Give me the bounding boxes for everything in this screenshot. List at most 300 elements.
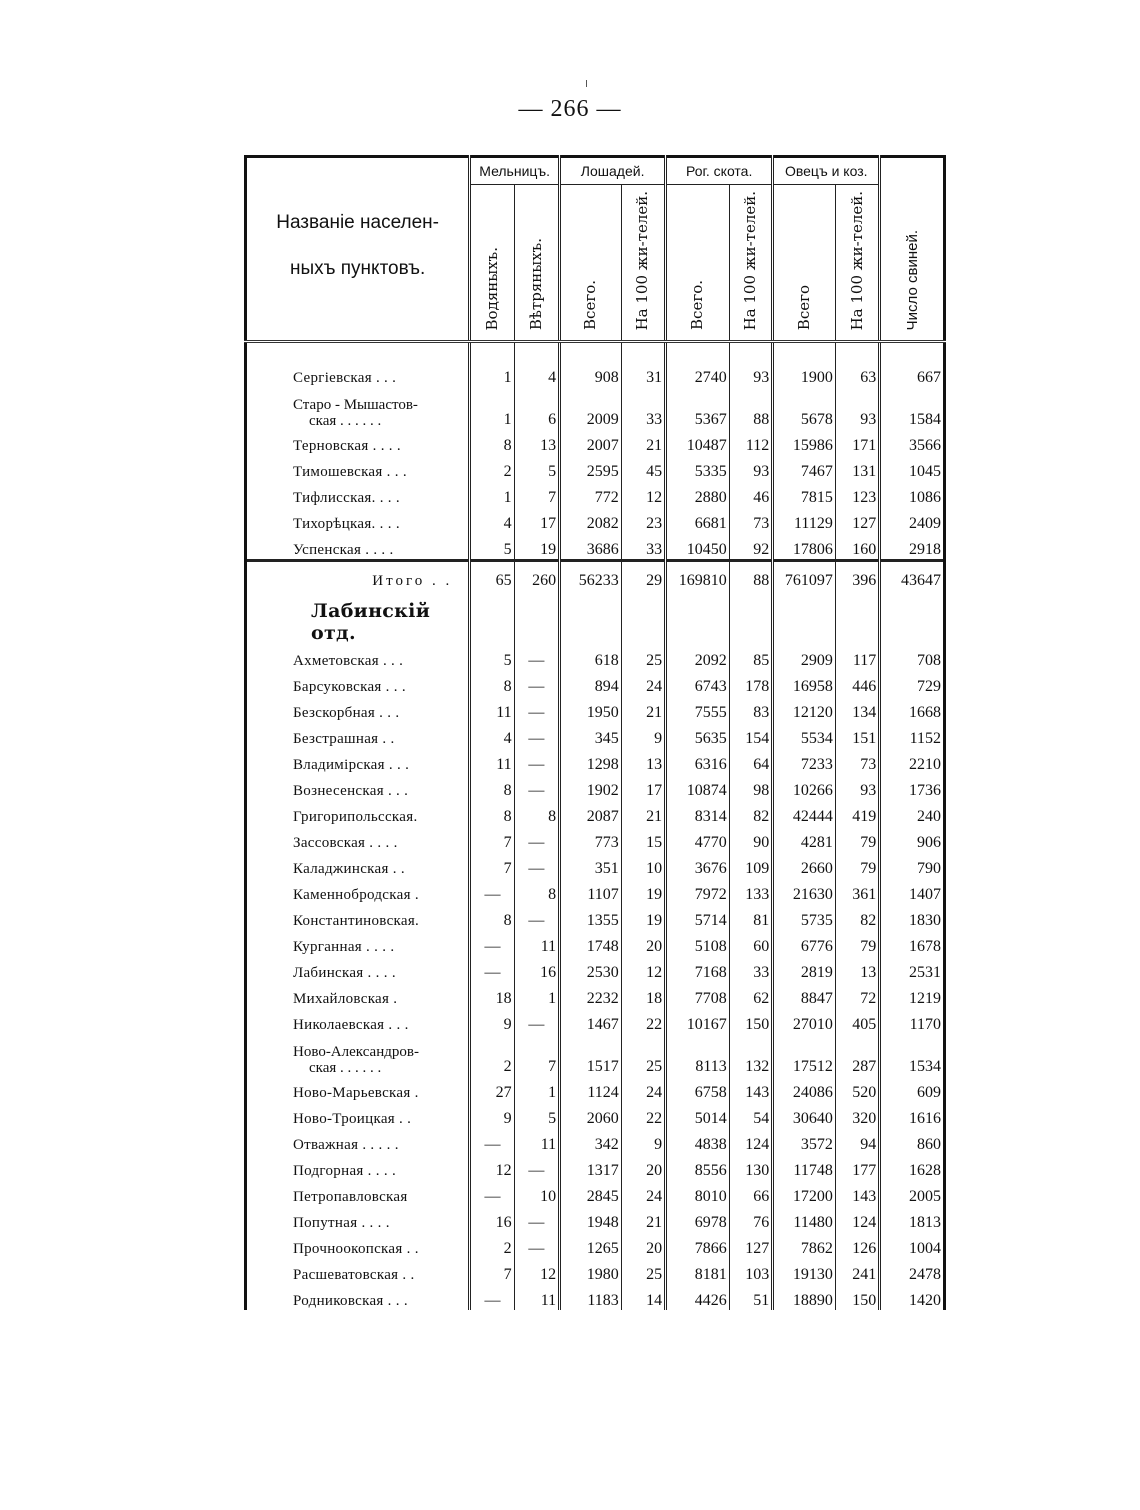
cell-value: 260	[514, 561, 559, 601]
cell-value: 11	[514, 1284, 559, 1310]
cell-value: 11748	[773, 1154, 836, 1180]
cell-value: —	[470, 1284, 514, 1310]
cell-value: 8	[470, 670, 514, 696]
cell-value: 17200	[773, 1180, 836, 1206]
cell-value: —	[514, 644, 559, 670]
cell-value: 171	[835, 429, 879, 455]
cell-value: 6758	[666, 1076, 730, 1102]
cell-value: 143	[729, 1076, 772, 1102]
cell-value: 17	[621, 774, 665, 800]
name-line2: ская . . . . . .	[309, 413, 382, 430]
group-header-sheep: Овецъ и коз.	[773, 157, 880, 185]
cell-value: 8113	[666, 1034, 730, 1076]
cell-value: 93	[835, 774, 879, 800]
cell-value: 1107	[560, 878, 622, 904]
subheader-cattle-per100	[729, 185, 772, 335]
page-number: — 266 —	[518, 96, 622, 122]
cell-value: 7555	[666, 696, 730, 722]
settlement-name: Успенская . . . .	[246, 533, 470, 561]
cell-value: 10	[621, 852, 665, 878]
cell-value: 8	[514, 878, 559, 904]
cell-value: 154	[729, 722, 772, 748]
table-row	[246, 1102, 945, 1128]
table-row	[246, 982, 945, 1008]
cell-value: 1	[514, 1076, 559, 1102]
settlement-name: Зассовская . . . .	[246, 826, 470, 852]
cell-value: 5	[514, 455, 559, 481]
cell-value: 6316	[666, 748, 730, 774]
cell-value: 1678	[880, 930, 945, 956]
cell-value: 18	[470, 982, 514, 1008]
settlement-name: Ахметовская . . .	[246, 644, 470, 670]
cell-value: 906	[880, 826, 945, 852]
cell-value: 24	[621, 670, 665, 696]
cell-value: 13	[514, 429, 559, 455]
cell-value: 860	[880, 1128, 945, 1154]
cell-value: 618	[560, 644, 622, 670]
cell-value: 7168	[666, 956, 730, 982]
cell-value: 17	[514, 507, 559, 533]
table-row	[246, 644, 945, 670]
settlement-name: Попутная . . . .	[246, 1206, 470, 1232]
cell-value: 25	[621, 1258, 665, 1284]
cell-value: 131	[835, 455, 879, 481]
cell-value: 93	[729, 455, 772, 481]
subheader-water-mills	[470, 185, 514, 335]
cell-value: 1298	[560, 748, 622, 774]
settlement-name: Петропавловская	[246, 1180, 470, 1206]
cell-value: 7	[470, 852, 514, 878]
cell-value: 143	[835, 1180, 879, 1206]
name-line2: ская . . . . . .	[309, 1060, 382, 1077]
cell-value: —	[470, 878, 514, 904]
table-row	[246, 481, 945, 507]
cell-value: 12	[514, 1258, 559, 1284]
cell-value: 56233	[560, 561, 622, 601]
cell-value: 1736	[880, 774, 945, 800]
table-row	[246, 748, 945, 774]
cell-value: —	[470, 956, 514, 982]
cell-value: 2595	[560, 455, 622, 481]
cell-value: 20	[621, 930, 665, 956]
settlement-name: Курганная . . . .	[246, 930, 470, 956]
cell-value: 7866	[666, 1232, 730, 1258]
subheader-horses-per100	[621, 185, 665, 335]
cell-value: 12	[621, 481, 665, 507]
settlement-name: Отважная . . . . .	[246, 1128, 470, 1154]
cell-value: 1534	[880, 1034, 945, 1076]
subheader-label: Всего.	[581, 280, 600, 331]
cell-value: 93	[729, 361, 772, 387]
cell-value: —	[470, 1128, 514, 1154]
table-row	[246, 507, 945, 533]
cell-value: —	[514, 748, 559, 774]
subheader-sheep-total	[773, 185, 836, 335]
cell-value: 5335	[666, 455, 730, 481]
cell-value: 23	[621, 507, 665, 533]
cell-value: 10874	[666, 774, 730, 800]
group-header-mills: Мельницъ.	[470, 157, 560, 185]
subheader-label: На 100 жи-телей.	[847, 191, 866, 331]
cell-value: 11480	[773, 1206, 836, 1232]
cell-value: 15986	[773, 429, 836, 455]
cell-value: 2	[470, 1034, 514, 1076]
cell-value: 92	[729, 533, 772, 561]
cell-value: —	[514, 904, 559, 930]
settlement-name: Подгорная . . . .	[246, 1154, 470, 1180]
cell-value: 2478	[880, 1258, 945, 1284]
cell-value: 287	[835, 1034, 879, 1076]
cell-value: 2	[470, 1232, 514, 1258]
cell-value: 8	[470, 429, 514, 455]
cell-value: 1830	[880, 904, 945, 930]
settlement-name: Терновская . . . .	[246, 429, 470, 455]
name-line1: Ново-Александров-	[293, 1044, 419, 1061]
cell-value: 241	[835, 1258, 879, 1284]
cell-value: 62	[729, 982, 772, 1008]
cell-value: 21	[621, 1206, 665, 1232]
cell-value: 64	[729, 748, 772, 774]
cell-value: 8181	[666, 1258, 730, 1284]
cell-value: 30640	[773, 1102, 836, 1128]
subheader-label: Водяныхъ.	[482, 246, 501, 331]
cell-value: 240	[880, 800, 945, 826]
cell-value: 2918	[880, 533, 945, 561]
name-line1: Старо - Мышастов-	[293, 397, 418, 414]
cell-value: 894	[560, 670, 622, 696]
cell-value: 18890	[773, 1284, 836, 1310]
cell-value: 1616	[880, 1102, 945, 1128]
cell-value: 2087	[560, 800, 622, 826]
section-header-row	[246, 600, 945, 644]
name-header-line2: ныхъ пунктовъ.	[289, 258, 426, 280]
cell-value: 6776	[773, 930, 836, 956]
cell-value: 133	[729, 878, 772, 904]
cell-value: 31	[621, 361, 665, 387]
cell-value: 169810	[666, 561, 730, 601]
table-row	[246, 1206, 945, 1232]
table-row	[246, 930, 945, 956]
header-divider	[246, 334, 945, 342]
cell-value: 1	[514, 982, 559, 1008]
cell-value: 8	[470, 774, 514, 800]
cell-value: 4770	[666, 826, 730, 852]
cell-value: 6681	[666, 507, 730, 533]
total-label: Итого . .	[246, 561, 470, 601]
cell-value: 405	[835, 1008, 879, 1034]
cell-value: 1628	[880, 1154, 945, 1180]
cell-value: 17806	[773, 533, 836, 561]
cell-value: 18	[621, 982, 665, 1008]
cell-value: 1584	[880, 387, 945, 429]
cell-value: 2880	[666, 481, 730, 507]
cell-value: 24	[621, 1180, 665, 1206]
cell-value: 729	[880, 670, 945, 696]
cell-value: 16	[470, 1206, 514, 1232]
cell-value: 4838	[666, 1128, 730, 1154]
cell-value: 609	[880, 1076, 945, 1102]
cell-value: 117	[835, 644, 879, 670]
cell-value: 79	[835, 930, 879, 956]
cell-value: 342	[560, 1128, 622, 1154]
cell-value: 12120	[773, 696, 836, 722]
cell-value: 19	[621, 904, 665, 930]
cell-value: 178	[729, 670, 772, 696]
cell-value: 345	[560, 722, 622, 748]
cell-value: 132	[729, 1034, 772, 1076]
table-row	[246, 670, 945, 696]
cell-value: 8	[470, 800, 514, 826]
table-row	[246, 361, 945, 387]
cell-value: 10167	[666, 1008, 730, 1034]
cell-value: 73	[835, 748, 879, 774]
cell-value: 1948	[560, 1206, 622, 1232]
cell-value: 88	[729, 387, 772, 429]
cell-value: 2210	[880, 748, 945, 774]
cell-value: 46	[729, 481, 772, 507]
cell-value: 4	[470, 722, 514, 748]
table-row	[246, 774, 945, 800]
cell-value: 2005	[880, 1180, 945, 1206]
cell-value: 1183	[560, 1284, 622, 1310]
cell-value: 83	[729, 696, 772, 722]
cell-value: 45	[621, 455, 665, 481]
cell-value: 103	[729, 1258, 772, 1284]
total-row	[246, 561, 945, 601]
cell-value: 2531	[880, 956, 945, 982]
cell-value: 2232	[560, 982, 622, 1008]
cell-value: 63	[835, 361, 879, 387]
cell-value: 13	[621, 748, 665, 774]
cell-value: 11129	[773, 507, 836, 533]
pigs-header-label: Число свиней.	[903, 230, 921, 331]
statistics-table	[244, 155, 946, 1310]
settlement-name: Григорипольсская.	[246, 800, 470, 826]
cell-value: 33	[729, 956, 772, 982]
cell-value: 1902	[560, 774, 622, 800]
cell-value: —	[514, 826, 559, 852]
cell-value: 124	[835, 1206, 879, 1232]
cell-value: 1467	[560, 1008, 622, 1034]
cell-value: 16958	[773, 670, 836, 696]
cell-value: 1420	[880, 1284, 945, 1310]
cell-value: 27	[470, 1076, 514, 1102]
cell-value: 11	[514, 1128, 559, 1154]
cell-value: 5678	[773, 387, 836, 429]
cell-value: 82	[835, 904, 879, 930]
cell-value: 24	[621, 1076, 665, 1102]
spacer-row	[246, 342, 945, 362]
settlement-name: Родниковская . . .	[246, 1284, 470, 1310]
cell-value: 908	[560, 361, 622, 387]
name-column-header	[246, 157, 470, 335]
cell-value: 1	[470, 361, 514, 387]
cell-value: 150	[729, 1008, 772, 1034]
cell-value: 2909	[773, 644, 836, 670]
cell-value: 6978	[666, 1206, 730, 1232]
settlement-name: Владимірская . . .	[246, 748, 470, 774]
settlement-name: Сергіевская . . .	[246, 361, 470, 387]
cell-value: 667	[880, 361, 945, 387]
cell-value: 33	[621, 387, 665, 429]
cell-value: —	[514, 1154, 559, 1180]
cell-value: 1124	[560, 1076, 622, 1102]
cell-value: 94	[835, 1128, 879, 1154]
cell-value: 9	[470, 1102, 514, 1128]
cell-value: 17512	[773, 1034, 836, 1076]
cell-value: 5367	[666, 387, 730, 429]
cell-value: 396	[835, 561, 879, 601]
cell-value: 21630	[773, 878, 836, 904]
cell-value: 3566	[880, 429, 945, 455]
cell-value: 22	[621, 1008, 665, 1034]
subheader-cattle-total	[666, 185, 730, 335]
cell-value: 1355	[560, 904, 622, 930]
table-row	[246, 1008, 945, 1034]
cell-value: 150	[835, 1284, 879, 1310]
cell-value: —	[514, 774, 559, 800]
cell-value: 7	[470, 1258, 514, 1284]
table-row	[246, 1154, 945, 1180]
settlement-name: Вознесенская . . .	[246, 774, 470, 800]
cell-value: 98	[729, 774, 772, 800]
cell-value: 22	[621, 1102, 665, 1128]
cell-value: 76	[729, 1206, 772, 1232]
cell-value: 1170	[880, 1008, 945, 1034]
cell-value: 10266	[773, 774, 836, 800]
table-row	[246, 722, 945, 748]
cell-value: 1980	[560, 1258, 622, 1284]
cell-value: 7708	[666, 982, 730, 1008]
settlement-name: Ново-Марьевская .	[246, 1076, 470, 1102]
group-header-cattle: Рог. скота.	[666, 157, 773, 185]
settlement-name: Расшеватовская . .	[246, 1258, 470, 1284]
table-row	[246, 852, 945, 878]
cell-value: 2530	[560, 956, 622, 982]
cell-value: 2007	[560, 429, 622, 455]
settlement-name: Прочноокопская . .	[246, 1232, 470, 1258]
cell-value: 5735	[773, 904, 836, 930]
cell-value: 123	[835, 481, 879, 507]
table-row	[246, 800, 945, 826]
cell-value: 130	[729, 1154, 772, 1180]
section-title: Лабинскій отд.	[246, 600, 470, 644]
cell-value: 20	[621, 1232, 665, 1258]
cell-value: 177	[835, 1154, 879, 1180]
cell-value: 1045	[880, 455, 945, 481]
cell-value: 14	[621, 1284, 665, 1310]
cell-value: 151	[835, 722, 879, 748]
settlement-name: Безскорбная . . .	[246, 696, 470, 722]
cell-value: 21	[621, 696, 665, 722]
cell-value: 7815	[773, 481, 836, 507]
cell-value: 112	[729, 429, 772, 455]
group-header-horses: Лошадей.	[560, 157, 666, 185]
settlement-name	[246, 1034, 470, 1076]
settlement-name: Каменнобродская .	[246, 878, 470, 904]
cell-value: 5534	[773, 722, 836, 748]
cell-value: 7467	[773, 455, 836, 481]
pigs-header	[880, 157, 945, 335]
cell-value: 109	[729, 852, 772, 878]
cell-value: 16	[514, 956, 559, 982]
cell-value: 2740	[666, 361, 730, 387]
settlement-name: Константиновская.	[246, 904, 470, 930]
cell-value: 320	[835, 1102, 879, 1128]
cell-value: 4281	[773, 826, 836, 852]
cell-value: 2060	[560, 1102, 622, 1128]
settlement-name: Каладжинская . .	[246, 852, 470, 878]
cell-value: 7	[514, 481, 559, 507]
cell-value: 1813	[880, 1206, 945, 1232]
cell-value: 42444	[773, 800, 836, 826]
livestock-table	[244, 155, 946, 1310]
cell-value: 4426	[666, 1284, 730, 1310]
subheader-label: На 100 жи-телей.	[741, 191, 759, 331]
cell-value: 5108	[666, 930, 730, 956]
cell-value: 25	[621, 644, 665, 670]
cell-value: 11	[470, 696, 514, 722]
cell-value: 1265	[560, 1232, 622, 1258]
cell-value: 8010	[666, 1180, 730, 1206]
settlement-name: Тимошевская . . .	[246, 455, 470, 481]
cell-value: 72	[835, 982, 879, 1008]
cell-value: 88	[729, 561, 772, 601]
cell-value: —	[514, 1008, 559, 1034]
cell-value: 2082	[560, 507, 622, 533]
settlement-name: Николаевская . . .	[246, 1008, 470, 1034]
cell-value: 1407	[880, 878, 945, 904]
page-mark	[586, 80, 587, 87]
settlement-name: Михайловская .	[246, 982, 470, 1008]
table-row	[246, 1284, 945, 1310]
cell-value: 127	[835, 507, 879, 533]
cell-value: 21	[621, 800, 665, 826]
cell-value: 1	[470, 387, 514, 429]
subheader-wind-mills	[514, 185, 559, 335]
cell-value: 12	[621, 956, 665, 982]
cell-value: 5	[470, 644, 514, 670]
settlement-name: Тифлисская. . . .	[246, 481, 470, 507]
cell-value: 6	[514, 387, 559, 429]
cell-value: 1086	[880, 481, 945, 507]
cell-value: 85	[729, 644, 772, 670]
cell-value: 126	[835, 1232, 879, 1258]
cell-value: 361	[835, 878, 879, 904]
cell-value: —	[514, 1232, 559, 1258]
cell-value: 66	[729, 1180, 772, 1206]
table-row	[246, 455, 945, 481]
cell-value: 1219	[880, 982, 945, 1008]
cell-value: 127	[729, 1232, 772, 1258]
settlement-name	[246, 387, 470, 429]
cell-value: 773	[560, 826, 622, 852]
cell-value: —	[514, 1206, 559, 1232]
cell-value: 3686	[560, 533, 622, 561]
table-row	[246, 826, 945, 852]
cell-value: 11	[514, 930, 559, 956]
settlement-name: Ново-Троицкая . .	[246, 1102, 470, 1128]
cell-value: 13	[835, 956, 879, 982]
cell-value: 351	[560, 852, 622, 878]
cell-value: 20	[621, 1154, 665, 1180]
cell-value: 27010	[773, 1008, 836, 1034]
cell-value: —	[514, 670, 559, 696]
cell-value: —	[514, 722, 559, 748]
cell-value: 134	[835, 696, 879, 722]
cell-value: 1900	[773, 361, 836, 387]
cell-value: 10450	[666, 533, 730, 561]
